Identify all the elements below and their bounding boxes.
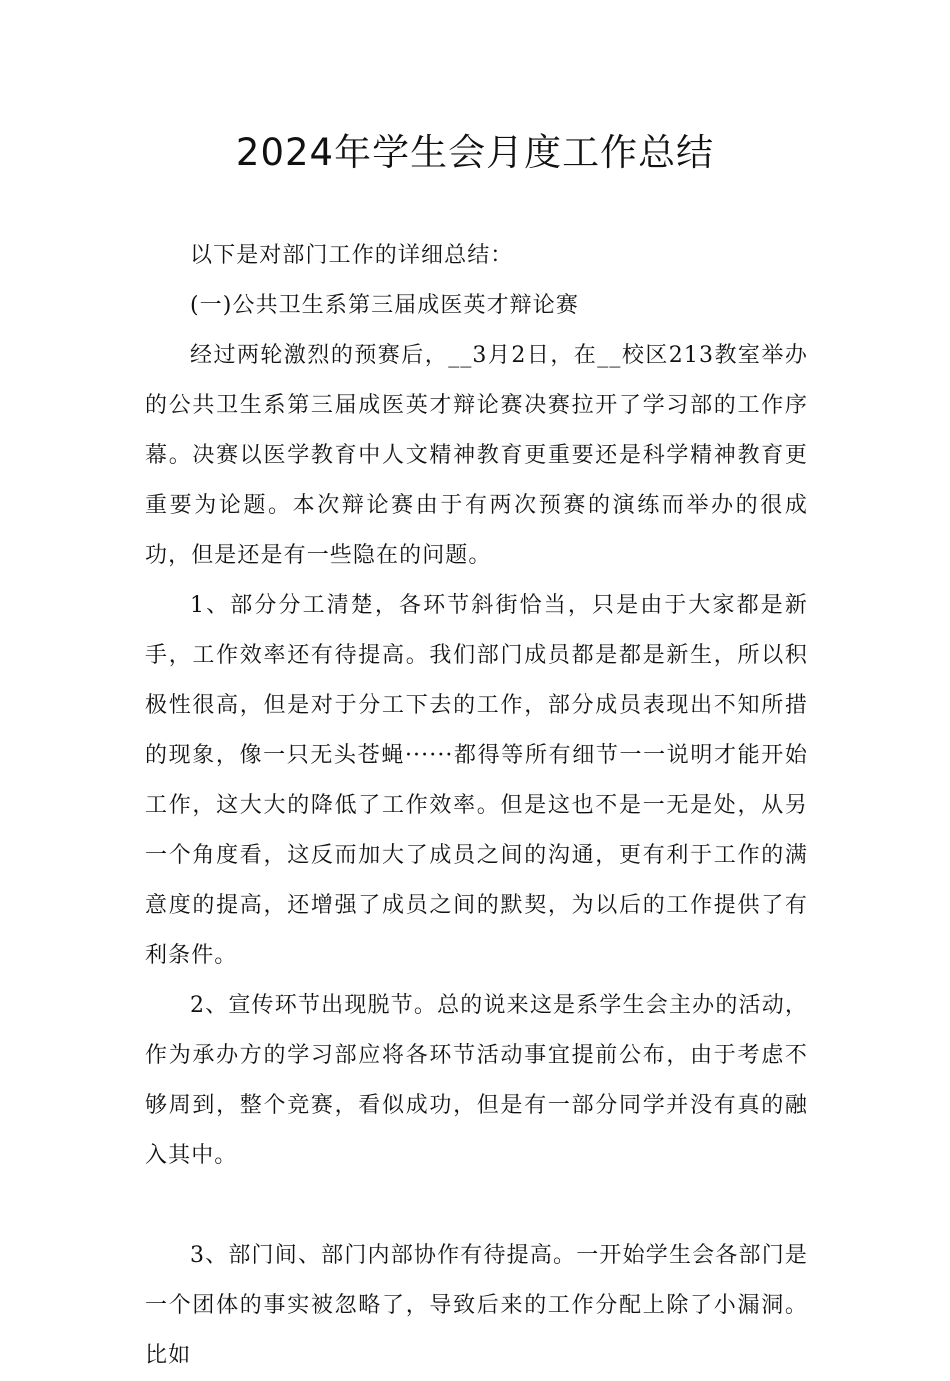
body-paragraph: 经过两轮激烈的预赛后，__3月2日，在__校区213教室举办的公共卫生系第三届成医英才辩论赛决赛拉开了学习部的工作序幕。决赛以医学教育中人文精神教育更重要还是科学精神教育更重要为论题。本次辩论赛由于有两次预赛的演练而举办的很成功，但是还是有一些隐在的问题。 — [145, 343, 808, 568]
document-title: 2024年学生会月度工作总结 — [235, 131, 715, 174]
body-paragraph: 3、部门间、部门内部协作有待提高。一开始学生会各部门是一个团体的事实被忽略了，导致后来的工作分配上除了小漏洞。比如 — [145, 1243, 808, 1368]
document-body — [145, 231, 808, 1381]
body-paragraph: 1、部分分工清楚，各环节斜街恰当，只是由于大家都是新手，工作效率还有待提高。我们部门成员都是都是新生，所以积极性很高，但是对于分工下去的工作，部分成员表现出不知所措的现象，像一只无头苍蝇······都得等所有细节一一说明才能开始工作，这大大的降低了工作效率。但是这也不是一无是处，从另一个角度看，这反而加大了成员之间的沟通，更有利于工作的满意度的提高，还增强了成员之间的默契，为以后的工作提供了有利条件。 — [145, 593, 808, 968]
intro-paragraph: 以下是对部门工作的详细总结： — [190, 243, 514, 268]
body-paragraph: 2、宣传环节出现脱节。总的说来这是系学生会主办的活动，作为承办方的学习部应将各环节活动事宜提前公布，由于考虑不够周到，整个竞赛，看似成功，但是有一部分同学并没有真的融入其中。 — [145, 993, 808, 1168]
section-heading: (一)公共卫生系第三届成医英才辩论赛 — [190, 293, 579, 318]
